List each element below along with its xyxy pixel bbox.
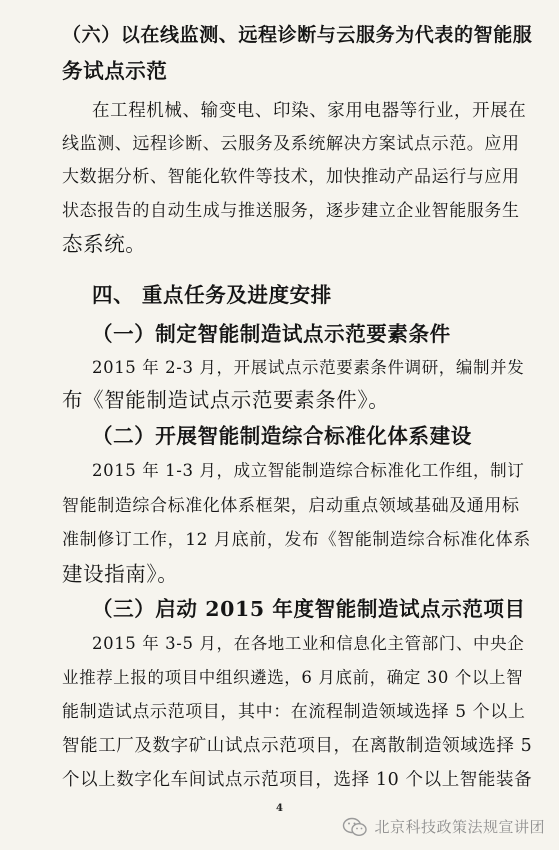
paragraph-line: 在工程机械、输变电、印染、家用电器等行业，开展在 [92, 101, 527, 121]
paragraph-line: 2015 年 3-5 月，在各地工业和信息化主管部门、中央企 [92, 634, 525, 653]
subheading-2: （二）开展智能制造综合标准化体系建设 [92, 424, 472, 448]
paragraph-line: 智能制造综合标准化体系框架，启动重点领域基础及通用标 [62, 496, 520, 516]
paragraph-line: 个以上数字化车间试点示范项目，选择 10 个以上智能装备 [62, 770, 532, 790]
paragraph-line: 能制造试点示范项目，其中：在流程制造领域选择 5 个以上 [62, 702, 526, 722]
paragraph-line: 智能工厂及数字矿山试点示范项目，在离散制造领域选择 5 [62, 736, 532, 756]
watermark [342, 816, 545, 837]
watermark-text: 北京科技政策法规宣讲团 [374, 818, 545, 836]
paragraph-line: 业推荐上报的项目中组织遴选，6 月底前，确定 30 个以上智 [62, 668, 524, 687]
paragraph-line: 状态报告的自动生成与推送服务，逐步建立企业智能服务生 [62, 201, 520, 221]
heading-6-line-1: （六）以在线监测、远程诊断与云服务为代表的智能服 [62, 24, 532, 46]
paragraph-line: 准制修订工作，12 月底前，发布《智能制造综合标准化体系 [62, 530, 531, 550]
paragraph-line: 线监测、远程诊断、云服务及系统解决方案试点示范。应用 [62, 134, 520, 154]
paragraph-line: 2015 年 2-3 月，开展试点示范要素条件调研，编制并发 [92, 358, 525, 377]
paragraph-line: 2015 年 1-3 月，成立智能制造综合标准化工作组，制订 [92, 461, 525, 480]
section-heading-4: 四、 重点任务及进度安排 [92, 283, 332, 307]
page-number: 4 [276, 803, 283, 814]
heading-6-line-2: 务试点示范 [62, 59, 168, 83]
paragraph-line: 大数据分析、智能化软件等技术，加快推动产品运行与应用 [62, 167, 520, 187]
wechat-icon [342, 817, 368, 837]
subheading-3: （三）启动 2015 年度智能制造试点示范项目 [92, 597, 526, 621]
paragraph-line: 布《智能制造试点示范要素条件》。 [62, 388, 390, 412]
paragraph-line: 态系统。 [62, 232, 147, 256]
subheading-1: （一）制定智能制造试点示范要素条件 [92, 322, 451, 346]
paragraph-line: 建设指南》。 [62, 562, 179, 586]
